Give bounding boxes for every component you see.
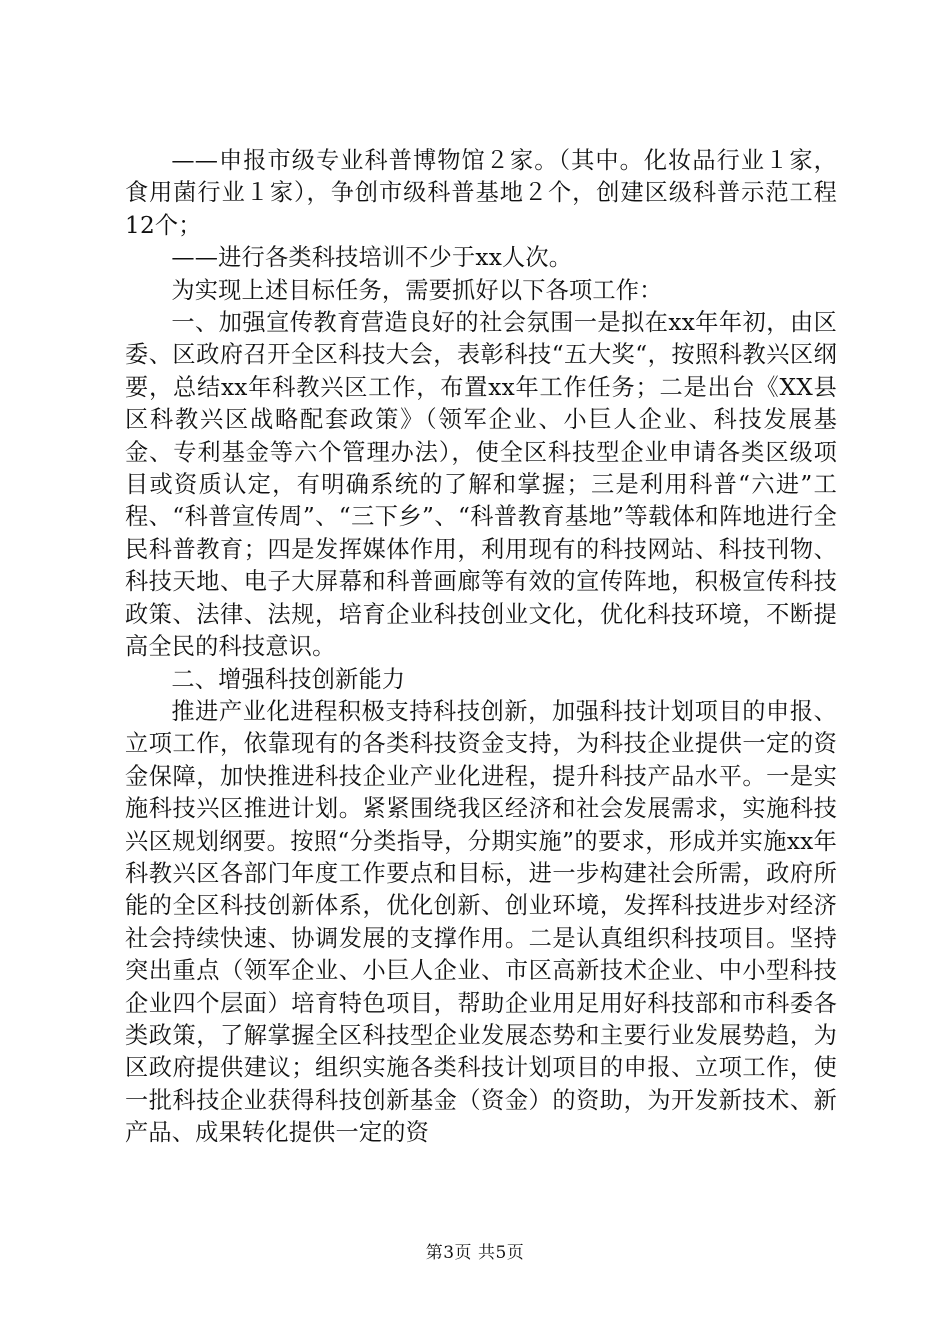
paragraph-3: 为实现上述目标任务，需要抓好以下各项工作： <box>171 276 663 304</box>
paragraph-6: 推进产业化进程积极支持科技创新，加强科技计划项目的申报、立项工作，依靠现有的各类科技资金支持，为科技企业提供一定的资金保障，加快推进科技企业产业化进程，提升科技产品水平。一是实施科技兴区推进计划。紧紧围绕我区经济和社会发展需求，实施科技兴区规划纲要。按照“分类指导，分期实施”的要求，形成并实施xx年科教兴区各部门年度工作要点和目标，进一步构建社会所需，政府所能的全区科技创新体系，优化创新、创业环境，发挥科技进步对经济社会持续快速、协调发展的支撑作用。二是认真组织科技项目。坚持突出重点（领军企业、小巨人企业、市区高新技术企业、中小型科技企业四个层面）培育特色项目，帮助企业用足用好科技部和市科委各类政策，了解掌握全区科技型企业发展态势和主要行业发展势趋，为区政府提供建议；组织实施各类科技计划项目的申报、立项工作，使一批科技企业获得科技创新基金（资金）的资助，为开发新技术、新产品、成果转化提供一定的资 <box>125 697 837 1147</box>
paragraph-1: ——申报市级专业科普博物馆２家。（其中。化妆品行业１家，食用菌行业１家），争创市级科普基地２个，创建区级科普示范工程12个； <box>125 147 837 239</box>
document-body <box>125 145 837 1150</box>
section-heading-2: 二、增强科技创新能力 <box>171 665 406 693</box>
page-footer: 第3页 共5页 <box>425 1243 525 1263</box>
paragraph-4: 一、加强宣传教育营造良好的社会氛围一是拟在xx年年初，由区委、区政府召开全区科技大会，表彰科技“五大奖“，按照科教兴区纲要，总结xx年科教兴区工作，布置xx年工作任务；二是出台《XX县区科教兴区战略配套政策》（领军企业、小巨人企业、科技发展基金、专利基金等六个管理办法），使全区科技型企业申请各类区级项目或资质认定，有明确系统的了解和掌握；三是利用科普“六进”工程、“科普宣传周”、“三下乡”、“科普教育基地”等载体和阵地进行全民科普教育；四是发挥媒体作用，利用现有的科技网站、科技刊物、科技天地、电子大屏幕和科普画廊等有效的宣传阵地，积极宣传科技政策、法律、法规，培育企业科技创业文化，优化科技环境，不断提高全民的科技意识。 <box>125 309 837 661</box>
paragraph-2: ——进行各类科技培训不少于xx人次。 <box>171 244 573 272</box>
